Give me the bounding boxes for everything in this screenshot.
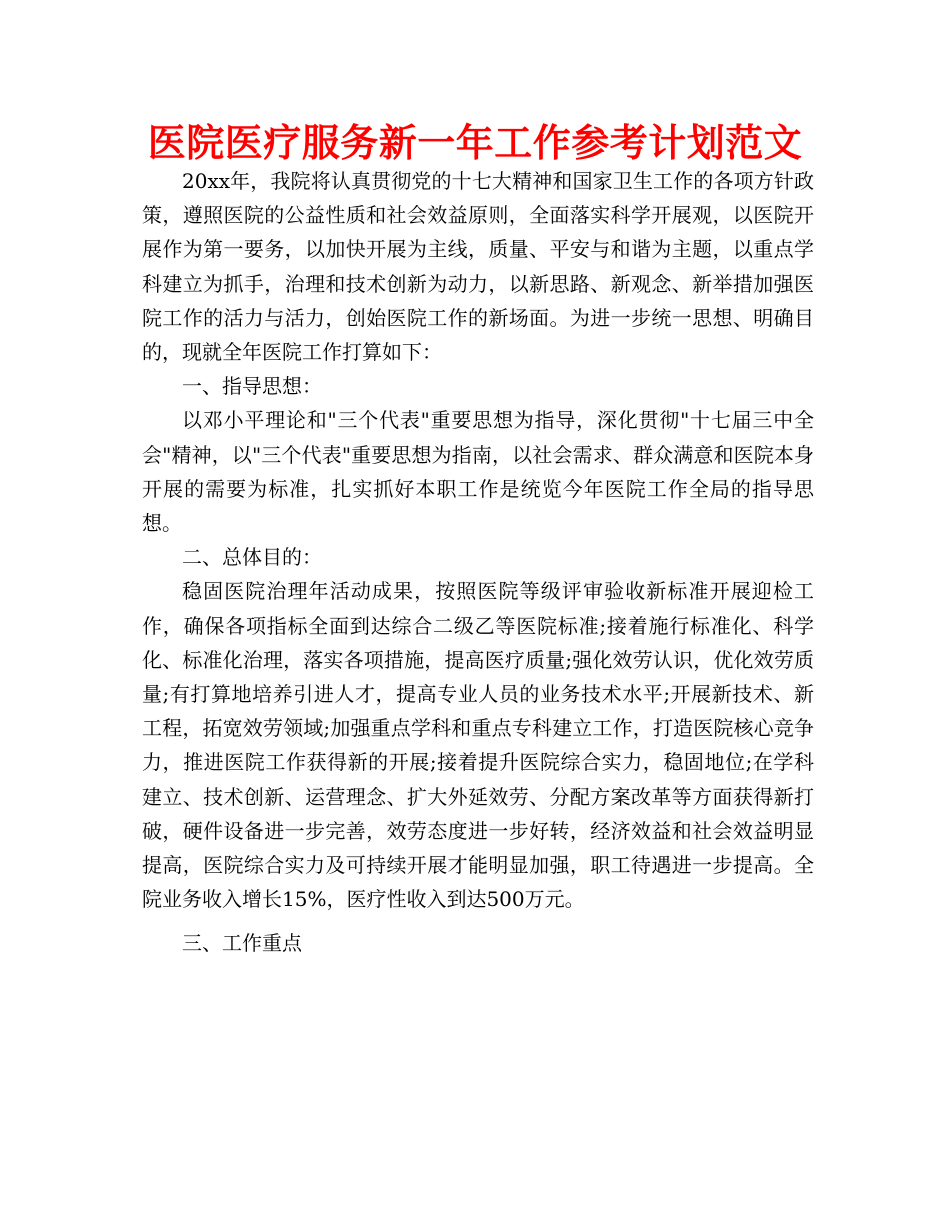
document-body [142,164,814,961]
section-heading-overall-goal: 二、总体目的： [182,545,322,570]
document-title: 医院医疗服务新一年工作参考计划范文 [147,121,803,165]
overall-goal-paragraph: 稳固医院治理年活动成果，按照医院等级评审验收新标准开展迎检工作，确保各项指标全面到达综合二级乙等医院标准;接着施行标准化、科学化、标准化治理，落实各项措施，提高医疗质量;强化效劳认识，优化效劳质量;有打算地培养引进人才，提高专业人员的业务技术水平;开展新技术、新工程，拓宽效劳领域;加强重点学科和重点专科建立工作，打造医院核心竞争力，推进医院工作获得新的开展;接着提升医院综合实力，稳固地位;在学科建立、技术创新、运营理念、扩大外延效劳、分配方案改革等方面获得新打破，硬件设备进一步完善，效劳态度进一步好转，经济效益和社会效益明显提高，医院综合实力及可持续开展才能明显加强，职工待遇进一步提高。全院业务收入增长15%，医疗性收入到达500万元。 [142,579,814,912]
section-heading-work-focus: 三、工作重点 [182,931,302,956]
intro-paragraph: 20xx年，我院将认真贯彻党的十七大精神和国家卫生工作的各项方针政策，遵照医院的公益性质和社会效益原则，全面落实科学开展观，以医院开展作为第一要务，以加快开展为主线，质量、平安与和谐为主题，以重点学科建立为抓手，治理和技术创新为动力，以新思路、新观念、新举措加强医院工作的活力与活力，创始医院工作的新场面。为进一步统一思想、明确目的，现就全年医院工作打算如下： [142,169,814,365]
guiding-thought-paragraph: 以邓小平理论和"三个代表"重要思想为指导，深化贯彻"十七届三中全会"精神，以"三个代表"重要思想为指南，以社会需求、群众满意和医院本身开展的需要为标准，扎实抓好本职工作是统览今年医院工作全局的指导思想。 [142,408,814,536]
section-heading-guiding-thought: 一、指导思想： [182,374,322,399]
